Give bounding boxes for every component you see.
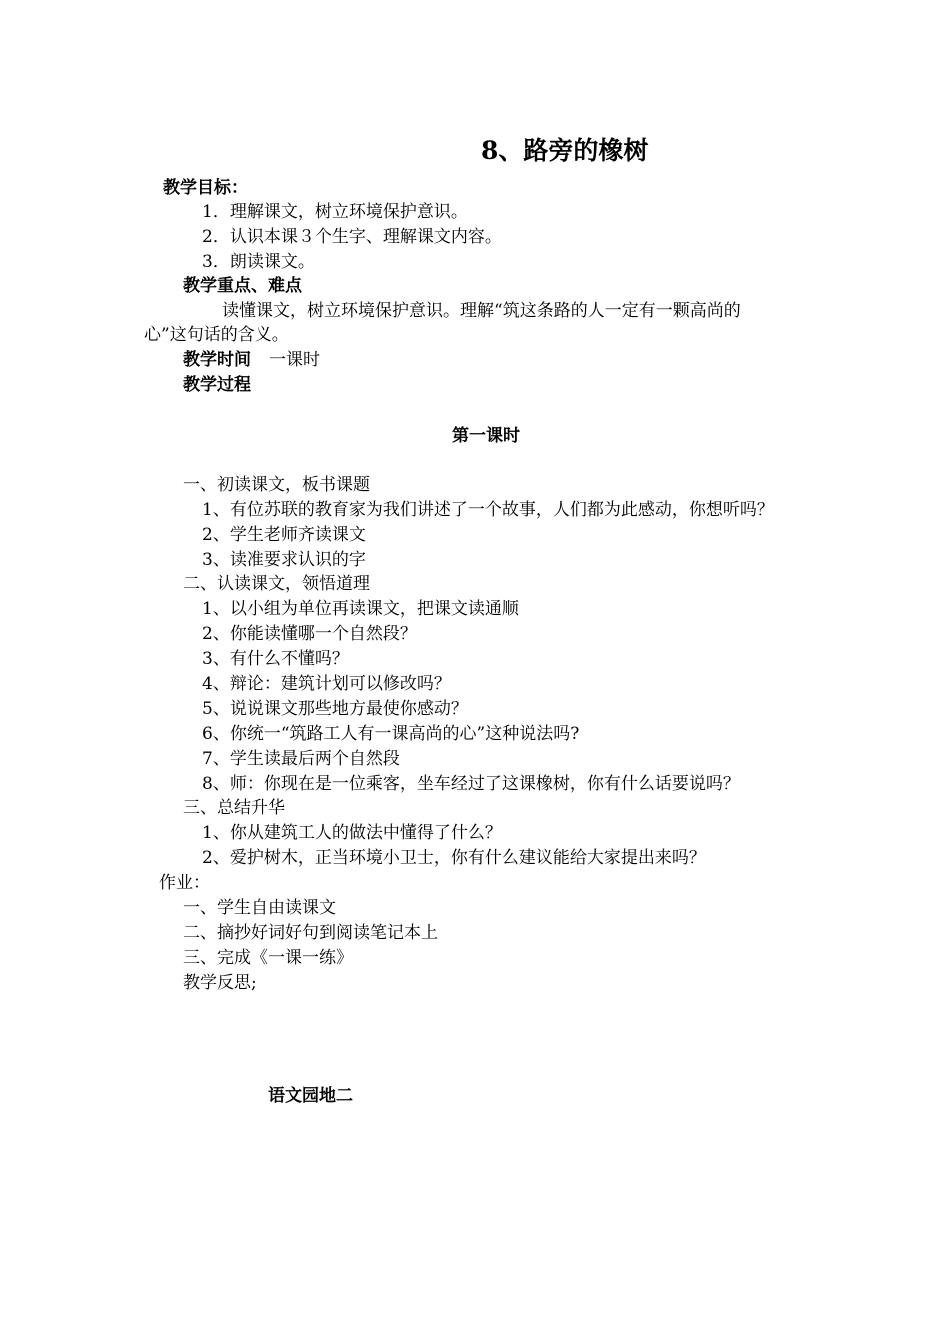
list-item: 3、读准要求认识的字: [202, 550, 366, 570]
next-section-heading: 语文园地二: [268, 1086, 353, 1106]
objective-item: 3．朗读课文。: [202, 252, 315, 272]
teaching-time-value: 一课时: [269, 350, 320, 370]
objectives-heading: 教学目标：: [163, 178, 248, 198]
list-item: 6、你统一“筑路工人有一课高尚的心”这种说法吗?: [202, 724, 580, 744]
section-heading: 三、总结升华: [183, 798, 285, 818]
homework-item: 三、完成《一课一练》: [183, 948, 353, 968]
homework-heading: 作业：: [159, 873, 210, 893]
key-points-text: 心”这句话的含义。: [144, 325, 289, 345]
list-item: 2、爱护树木，正当环境小卫士，你有什么建议能给大家提出来吗？: [202, 848, 706, 868]
homework-item: 一、学生自由读课文: [183, 898, 336, 918]
reflection-label: 教学反思;: [183, 973, 257, 993]
key-points-text: 读懂课文，树立环境保护意识。理解“筑这条路的人一定有一颗高尚的: [222, 301, 741, 321]
list-item: 5、说说课文那些地方最使你感动？: [202, 699, 468, 719]
section-heading: 一、初读课文，板书课题: [183, 475, 370, 495]
list-item: 7、学生读最后两个自然段: [202, 749, 400, 769]
lesson-heading: 第一课时: [452, 426, 520, 446]
list-item: 1、你从建筑工人的做法中懂得了什么？: [202, 823, 502, 843]
list-item: 3、有什么不懂吗？: [202, 649, 349, 669]
list-item: 4、辩论：建筑计划可以修改吗？: [202, 674, 451, 694]
teaching-time: [183, 348, 320, 372]
objective-item: 1．理解课文，树立环境保护意识。: [202, 202, 468, 222]
objective-item: 2．认识本课３个生字、理解课文内容。: [202, 227, 502, 247]
list-item: 2、学生老师齐读课文: [202, 525, 366, 545]
page-title: 8、路旁的橡树: [481, 136, 649, 165]
teaching-process-heading: 教学过程: [183, 375, 251, 395]
section-heading: 二、认读课文，领悟道理: [183, 574, 370, 594]
list-item: 1、以小组为单位再读课文，把课文读通顺: [202, 599, 519, 619]
list-item: 8、师：你现在是一位乘客，坐车经过了这课橡树，你有什么话要说吗？: [202, 774, 740, 794]
homework-item: 二、摘抄好词好句到阅读笔记本上: [183, 923, 438, 943]
list-item: 2、你能读懂哪一个自然段？: [202, 624, 417, 644]
list-item: 1、有位苏联的教育家为我们讲述了一个故事，人们都为此感动，你想听吗？: [202, 500, 774, 520]
key-points-heading: 教学重点、难点: [183, 276, 302, 296]
teaching-time-label: 教学时间: [183, 350, 251, 370]
